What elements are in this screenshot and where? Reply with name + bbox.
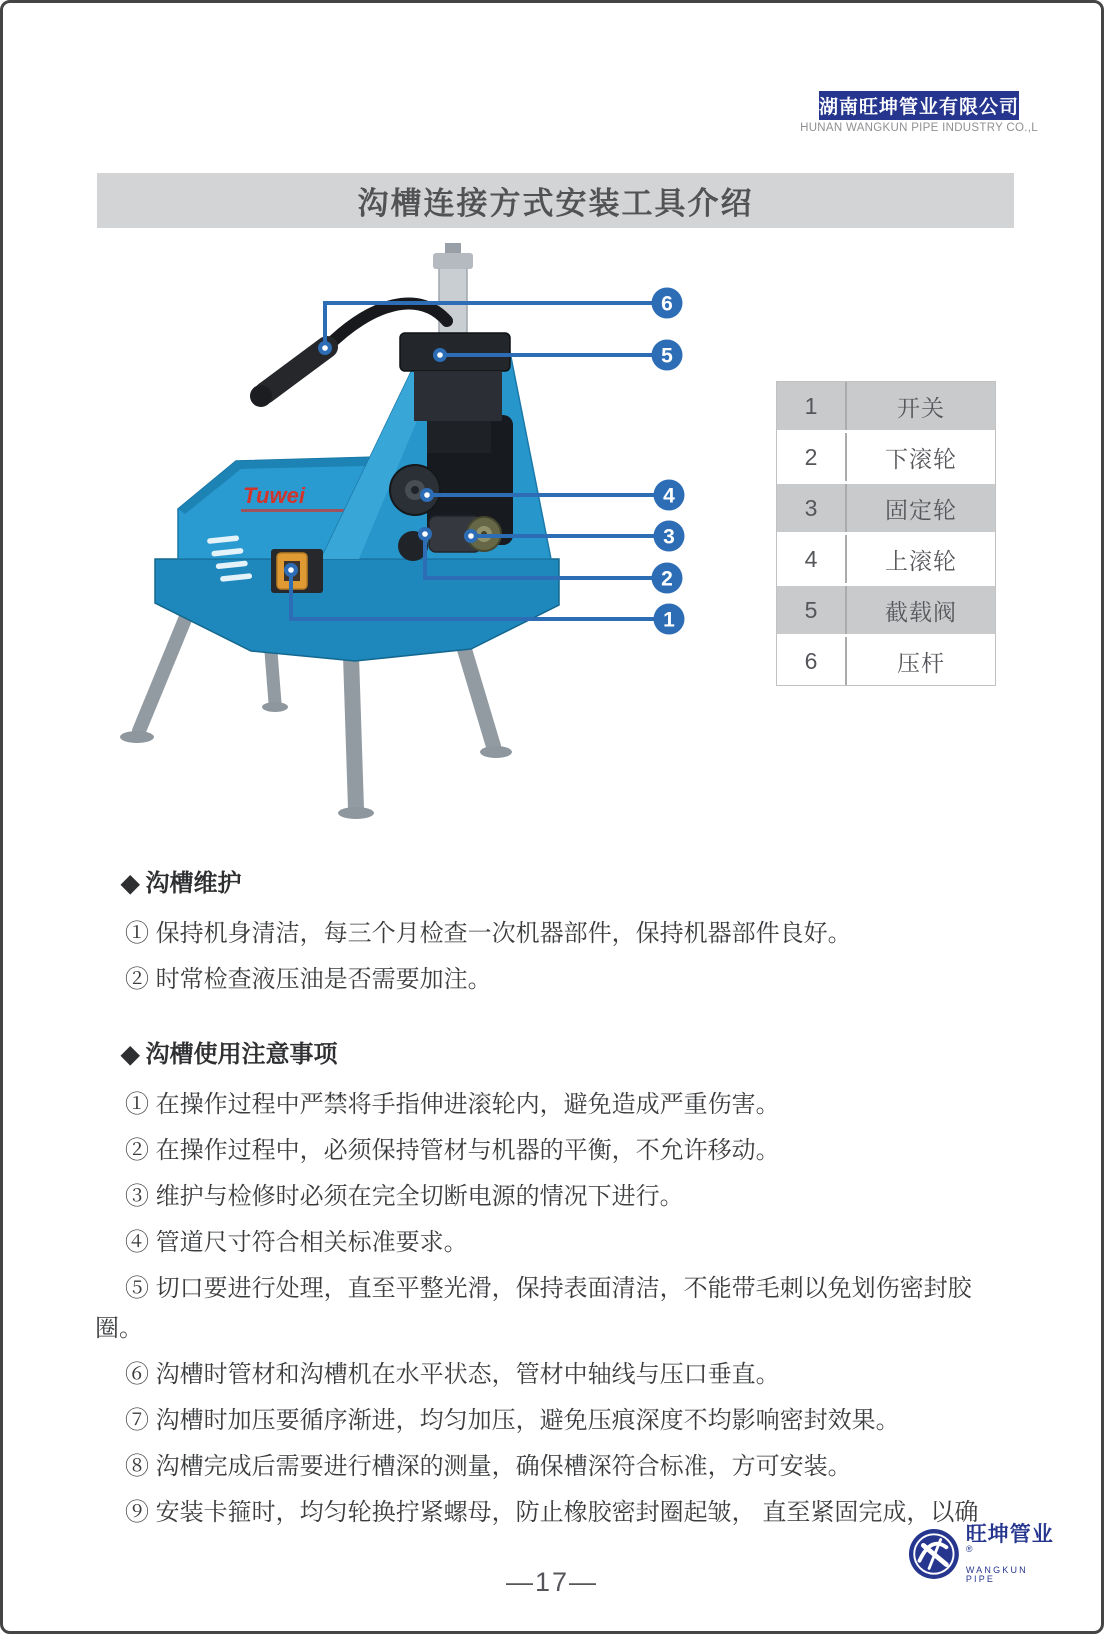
section-maintenance xyxy=(95,863,1015,1000)
list-item: ⑤ 切口要进行处理，直至平整光滑，保持表面清洁，不能带毛刺以免划伤密封胶圈。 xyxy=(95,1275,972,1342)
section-heading-text: 沟槽维护 xyxy=(145,870,242,897)
list-item: ⑨ 安装卡箍时，均匀轮换拧紧螺母，防止橡胶密封圈起皱， 直至紧固完成，以确 xyxy=(125,1499,979,1526)
svg-text:6: 6 xyxy=(661,292,673,316)
list-item: ② 在操作过程中，必须保持管材与机器的平衡，不允许移动。 xyxy=(125,1137,780,1164)
body-text xyxy=(95,863,1015,1539)
footer-brand-en: WANGKUN PIPE xyxy=(965,1564,1028,1584)
machine-brand-label: Tuwei xyxy=(243,483,305,508)
upper-roller xyxy=(390,465,440,515)
table-row xyxy=(777,637,995,685)
section-heading xyxy=(121,863,1015,898)
list-item: ⑧ 沟槽完成后需要进行槽深的测量，确保槽深符合标准，方可安装。 xyxy=(125,1453,852,1480)
part-name: 固定轮 xyxy=(885,496,957,523)
part-number: 2 xyxy=(777,433,847,481)
section-precautions xyxy=(95,1034,1015,1533)
diamond-icon: ◆ xyxy=(121,1041,140,1068)
callout-marker-5 xyxy=(652,340,683,371)
part-name: 下滚轮 xyxy=(885,445,957,472)
part-name: 压杆 xyxy=(897,649,945,676)
table-row xyxy=(777,433,995,481)
svg-text:4: 4 xyxy=(663,484,675,508)
wangkun-emblem-icon xyxy=(908,1527,960,1581)
page-title: 沟槽连接方式安装工具介绍 xyxy=(97,173,1014,228)
footer-brand-text xyxy=(966,1524,1058,1583)
page-number: —17— xyxy=(505,1567,599,1597)
list-item: ③ 维护与检修时必须在完全切断电源的情况下进行。 xyxy=(125,1183,684,1210)
list-item: ⑥ 沟槽时管材和沟槽机在水平状态，管材中轴线与压口垂直。 xyxy=(125,1361,780,1388)
footer-logo xyxy=(908,1525,1058,1583)
brand-underline xyxy=(241,509,353,512)
part-name: 开关 xyxy=(897,394,945,421)
registered-mark: ® xyxy=(965,1544,973,1555)
svg-text:2: 2 xyxy=(661,567,673,591)
part-number: 3 xyxy=(777,484,847,532)
table-row xyxy=(777,535,995,583)
part-number: 4 xyxy=(777,535,847,583)
part-name: 截载阀 xyxy=(885,598,957,625)
part-number: 1 xyxy=(777,382,847,430)
table-row xyxy=(777,586,995,634)
list-item: ① 保持机身清洁，每三个月检查一次机器部件，保持机器部件良好。 xyxy=(125,920,852,947)
svg-text:3: 3 xyxy=(663,525,675,549)
list-item: ⑦ 沟槽时加压要循序渐进，均匀加压，避免压痕深度不均影响密封效果。 xyxy=(125,1407,900,1434)
company-name-english: HUNAN WANGKUN PIPE INDUSTRY CO.,L xyxy=(800,122,1038,134)
machine-feet xyxy=(120,702,512,819)
callout-marker-2 xyxy=(652,563,683,594)
table-row xyxy=(777,484,995,532)
callout-marker-3 xyxy=(654,521,685,552)
machine-base xyxy=(155,559,559,661)
section-heading xyxy=(121,1034,1015,1069)
callout-marker-4 xyxy=(654,480,685,511)
footer-brand-cn: 旺坤管业 xyxy=(965,1523,1054,1547)
callout-marker-6 xyxy=(652,288,683,319)
list-item: ② 时常检查液压油是否需要加注。 xyxy=(125,966,492,993)
list-item: ① 在操作过程中严禁将手指伸进滚轮内，避免造成严重伤害。 xyxy=(125,1091,780,1118)
section-heading-text: 沟槽使用注意事项 xyxy=(145,1041,338,1068)
company-name-banner: 湖南旺坤管业有限公司 xyxy=(819,91,1019,120)
part-name: 上滚轮 xyxy=(885,547,957,574)
diamond-icon: ◆ xyxy=(121,870,140,897)
callout-marker-1 xyxy=(654,604,685,635)
svg-text:1: 1 xyxy=(663,608,675,632)
part-number: 6 xyxy=(777,637,847,685)
part-number: 5 xyxy=(777,586,847,634)
svg-text:5: 5 xyxy=(661,344,673,368)
callout-markers xyxy=(652,288,685,635)
parts-table xyxy=(776,381,996,686)
table-row xyxy=(777,382,995,430)
list-item: ④ 管道尺寸符合相关标准要求。 xyxy=(125,1229,468,1256)
